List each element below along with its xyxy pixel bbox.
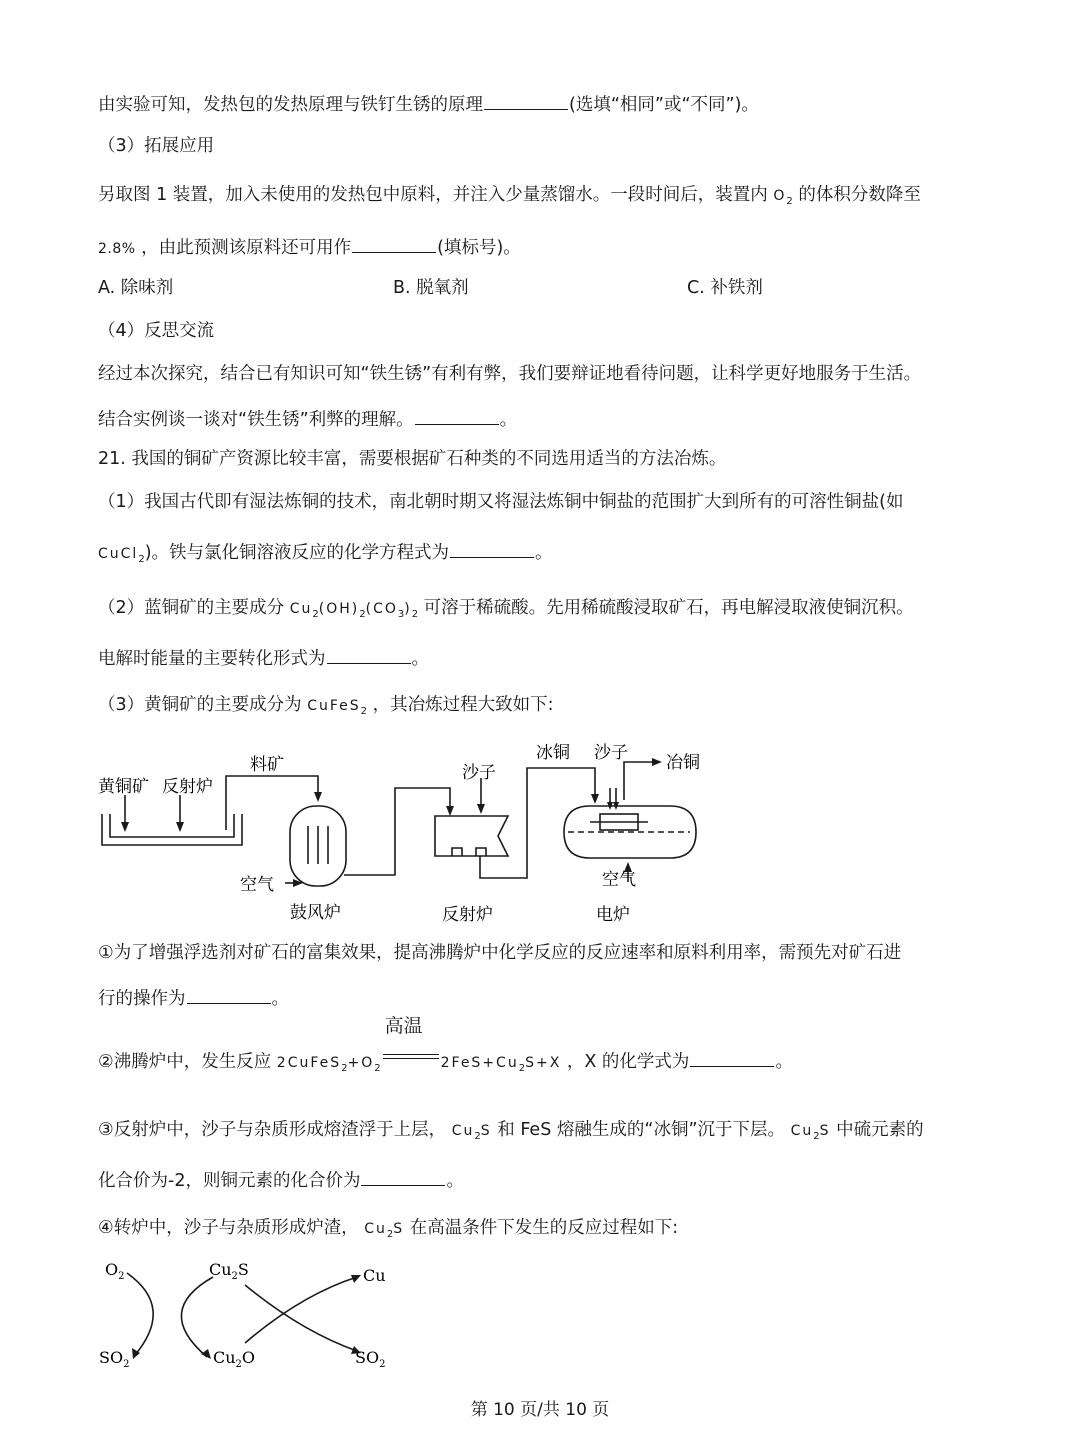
c1-line2 xyxy=(98,986,289,1010)
text: 。 xyxy=(411,649,429,669)
answer-blank[interactable] xyxy=(690,1049,774,1067)
formula-cu2s: $Cu_2S$ xyxy=(364,1221,405,1240)
text: 电解时能量的主要转化形式为 xyxy=(98,649,326,669)
arc-cu2s-cu2o xyxy=(181,1277,213,1357)
formula-azurite: $Cu_2(OH)_2(CO_3)_2$ xyxy=(289,601,419,620)
text: （1）我国古代即有湿法炼铜的技术，南北朝时期又将湿法炼铜中铜盐的范围扩大到所有的可溶性铜盐(如 xyxy=(98,492,904,512)
answer-blank[interactable] xyxy=(352,235,436,253)
label-so2-right: $SO_2$ xyxy=(355,1348,386,1370)
label-o2: $O_2$ xyxy=(105,1260,125,1282)
reflecting-furnace xyxy=(435,816,508,856)
formula-cu2s: $Cu_2S$ xyxy=(790,1123,831,1142)
label-cu: Cu xyxy=(363,1266,386,1285)
text: )。铁与氯化铜溶液反应的化学方程式为 xyxy=(144,543,450,563)
formula-cufes2: CuFeS$_2$ xyxy=(307,698,368,717)
text: ①为了增强浮选剂对矿石的富集效果，提高沸腾炉中化学反应的反应速率和原料利用率，需预先对矿石进 xyxy=(98,943,902,963)
label-cu2s: $Cu_2S$ xyxy=(209,1260,249,1282)
label-shazi-2: 沙子 xyxy=(594,743,628,763)
label-so2-left: $SO_2$ xyxy=(99,1348,130,1370)
text: 。 xyxy=(535,543,553,563)
smelting-process-diagram xyxy=(90,730,730,930)
text: 21. 我国的铜矿产资源比较丰富，需要根据矿石种类的不同选用适当的方法冶炼。 xyxy=(98,449,727,469)
label-kongqi-1: 空气 xyxy=(240,875,274,895)
answer-blank[interactable] xyxy=(415,407,499,425)
text: 化合价为-2，则铜元素的化合价为 xyxy=(98,1171,361,1191)
label-fanshelu-top: 反射炉 xyxy=(162,777,213,797)
text: （4）反思交流 xyxy=(98,321,215,341)
label-yetong: 冶铜 xyxy=(666,753,700,773)
answer-blank[interactable] xyxy=(484,92,568,110)
label-kongqi-2: 空气 xyxy=(602,870,636,890)
arc-cu2o-so2 xyxy=(245,1285,357,1351)
text: 在高温条件下发生的反应过程如下: xyxy=(409,1218,679,1238)
label-dianlu: 电炉 xyxy=(596,905,630,925)
equation-left: $2CuFeS_2+O_2$ xyxy=(276,1055,381,1074)
text: ②沸腾炉中，发生反应 xyxy=(98,1052,272,1072)
text-line-7 xyxy=(98,407,517,431)
text: 另取图 1 装置，加入未使用的发热包中原料，并注入少量蒸馏水。一段时间后，装置内 xyxy=(98,185,768,205)
tank-inner xyxy=(110,814,234,837)
option-b[interactable]: B. 脱氧剂 xyxy=(393,278,469,298)
text: 可溶于稀硫酸。先用稀硫酸浸取矿石，再电解浸取液使铜沉积。 xyxy=(423,598,914,618)
text: 。 xyxy=(271,989,289,1009)
answer-blank[interactable] xyxy=(327,646,411,664)
arc-o2-so2 xyxy=(127,1273,153,1355)
q21-part2-line1 xyxy=(98,598,914,621)
text: 结合实例谈一谈对“铁生锈”利弊的理解。 xyxy=(98,410,414,430)
formula-cu2s: $Cu_2S$ xyxy=(451,1123,492,1142)
text: （2）蓝铜矿的主要成分 xyxy=(98,598,285,618)
q21-part1-line2 xyxy=(98,540,553,566)
text-line-1 xyxy=(98,92,759,116)
tank-shape xyxy=(102,814,242,845)
arc-cu2s-cu xyxy=(245,1277,357,1343)
text: ，其冶炼过程大致如下: xyxy=(372,695,554,715)
text: ③反射炉中，沙子与杂质形成熔渣浮于上层， xyxy=(98,1120,447,1140)
c4-line xyxy=(98,1218,678,1241)
label-gufenglu: 鼓风炉 xyxy=(290,903,341,923)
text: ，X 的化学式为 xyxy=(566,1052,690,1072)
text: （3）拓展应用 xyxy=(98,136,215,156)
answer-blank[interactable] xyxy=(450,540,534,558)
formula-cucl2: CuCl$_2$ xyxy=(98,546,145,565)
equation-right: $2FeS+Cu_2S+X$ xyxy=(440,1055,562,1074)
text: 行的操作为 xyxy=(98,989,186,1009)
converter-reaction-diagram xyxy=(95,1255,415,1375)
text: 中硫元素的 xyxy=(836,1120,924,1140)
text: ，由此预测该原料还可用作 xyxy=(141,238,352,258)
text: 由实验可知，发热包的发热原理与铁钉生锈的原理 xyxy=(98,95,483,115)
c1-line1 xyxy=(98,943,901,964)
answer-blank[interactable] xyxy=(361,1168,445,1186)
text: 的体积分数降至 xyxy=(798,185,921,205)
percent-value: 2.8% xyxy=(98,241,136,257)
label-bingtong: 冰铜 xyxy=(536,743,570,763)
label-cu2o: $Cu_2O$ xyxy=(213,1348,256,1370)
option-c[interactable]: C. 补铁剂 xyxy=(687,278,763,298)
question-21 xyxy=(98,449,726,470)
label-fanshelu-bottom: 反射炉 xyxy=(442,905,493,925)
page-footer: 第 10 页/共 10 页 xyxy=(470,1400,610,1420)
answer-blank[interactable] xyxy=(187,986,271,1004)
c3-line1 xyxy=(98,1120,924,1143)
option-a[interactable]: A. 除味剂 xyxy=(98,278,174,298)
text-line-6 xyxy=(98,364,921,385)
c2-line xyxy=(98,1015,793,1075)
section-heading-4 xyxy=(98,321,214,342)
text: 。 xyxy=(499,410,518,430)
text: 经过本次探究，结合已有知识可知“铁生锈”有利有弊，我们要辩证地看待问题，让科学更好地服务于生活。 xyxy=(98,364,922,384)
text: (填标号)。 xyxy=(437,238,521,258)
q21-part1-line1 xyxy=(98,492,903,513)
text: 。 xyxy=(446,1171,464,1191)
text: （3）黄铜矿的主要成分为 xyxy=(98,695,302,715)
section-heading-3 xyxy=(98,136,214,157)
text-line-3 xyxy=(98,185,921,208)
label-shazi-1: 沙子 xyxy=(462,763,496,783)
q21-part2-line2 xyxy=(98,646,429,670)
c3-line2 xyxy=(98,1168,464,1192)
formula-o2: $O_2$ xyxy=(773,188,793,207)
text: (选填“相同”或“不同”)。 xyxy=(569,95,759,115)
text-line-4 xyxy=(98,235,521,259)
text: ④转炉中，沙子与杂质形成炉渣， xyxy=(98,1218,359,1238)
label-liaokuang: 料矿 xyxy=(250,755,284,775)
reaction-condition: 高温 xyxy=(383,1049,439,1067)
text: 和 FeS 熔融生成的“冰铜”沉于下层。 xyxy=(497,1120,786,1140)
q21-part3 xyxy=(98,695,554,718)
text: 。 xyxy=(775,1052,793,1072)
label-huangtongkuang: 黄铜矿 xyxy=(98,777,149,797)
